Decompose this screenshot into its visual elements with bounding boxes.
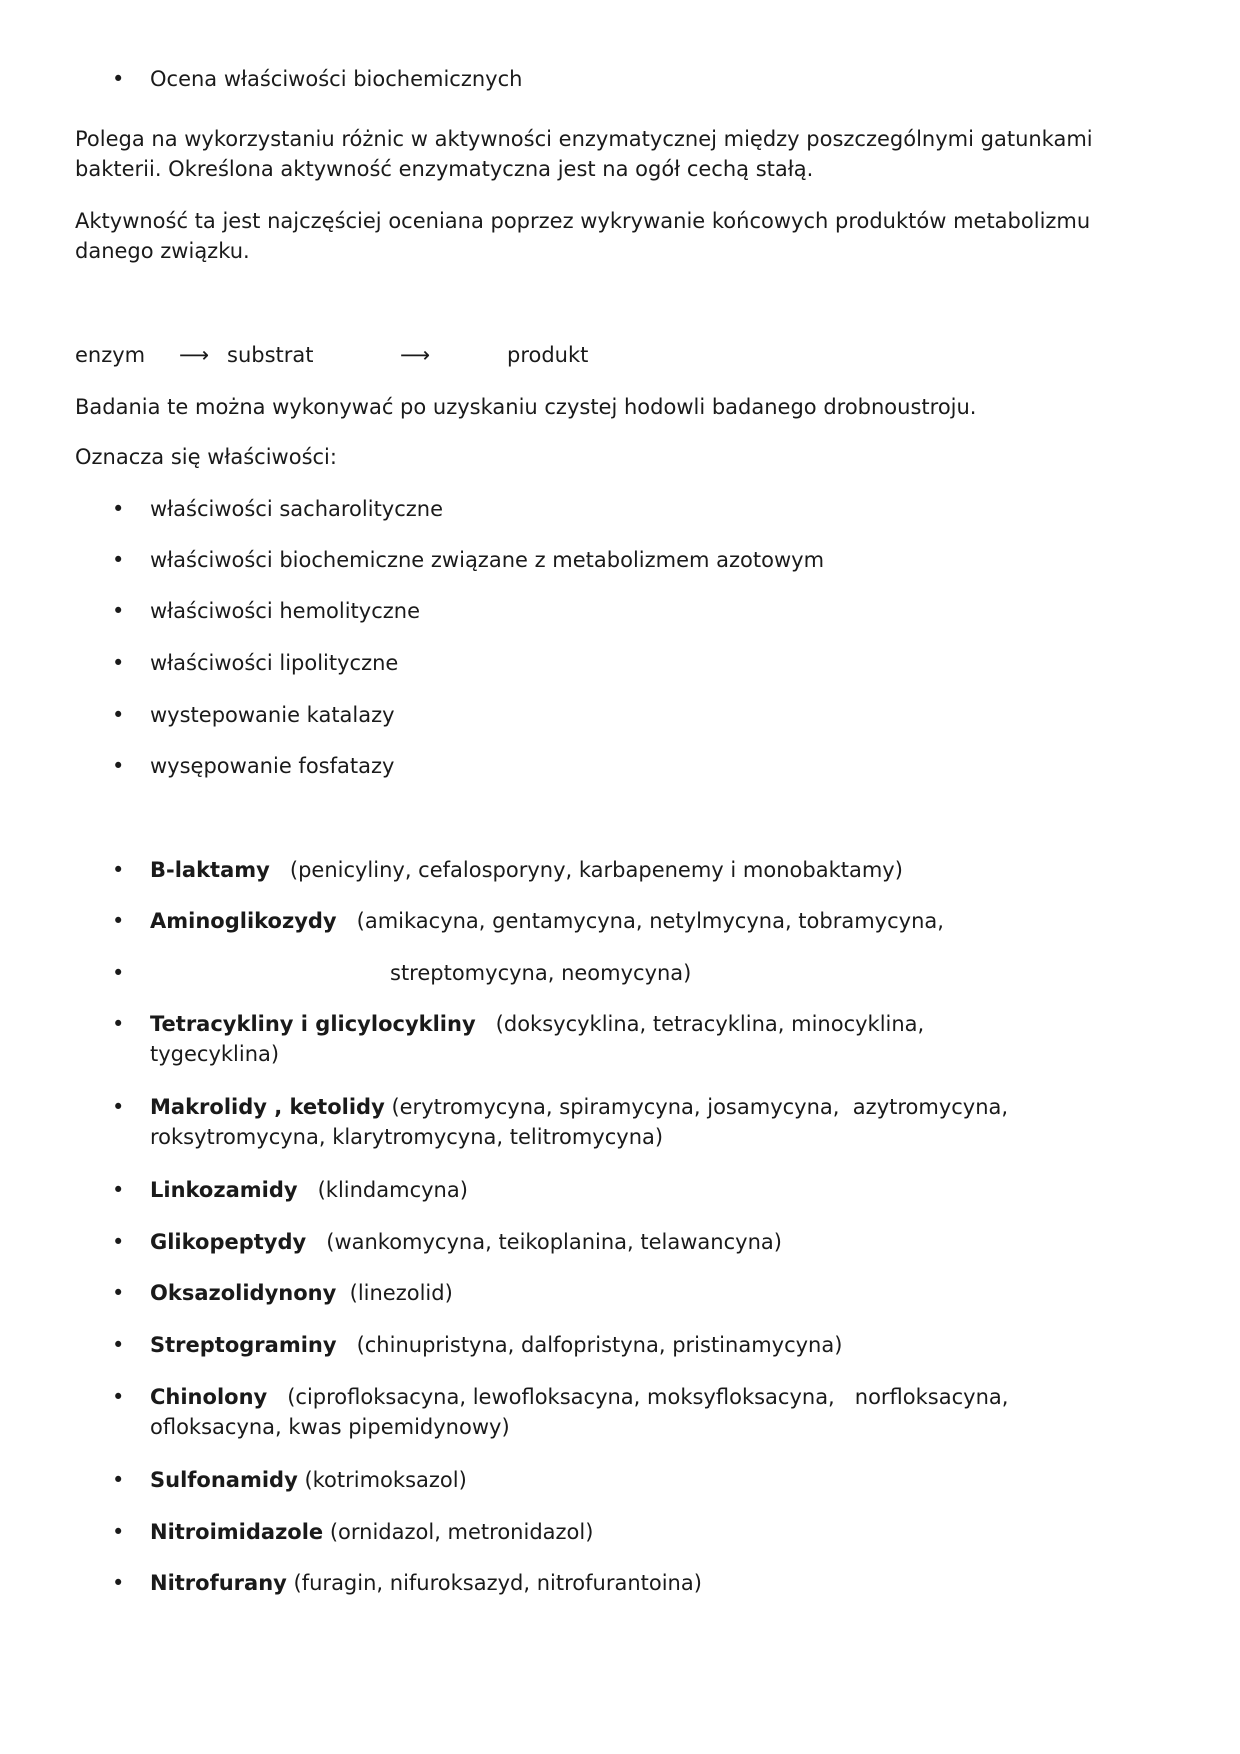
bullet-marker: • <box>112 754 125 778</box>
list-item-text <box>150 1465 1100 1495</box>
antibiotic-examples: (klindamcyna) <box>297 1178 468 1202</box>
antibiotic-class-name: Sulfonamidy <box>150 1468 298 1492</box>
list-item-text: właściwości hemolityczne <box>150 599 421 623</box>
bullet-marker: • <box>112 1520 125 1544</box>
antibiotic-examples: (wankomycyna, teikoplanina, telawancyna) <box>306 1230 782 1254</box>
list-item-text <box>150 1330 1100 1360</box>
enzyme-flow <box>75 340 1115 370</box>
bullet-marker: • <box>112 1230 125 1254</box>
paragraph-pure-culture: Badania te można wykonywać po uzyskaniu czystej hodowli badanego drobnoustroju. <box>75 395 977 419</box>
bullet-marker: • <box>112 909 125 933</box>
antibiotic-class-name: Tetracykliny i glicylocykliny <box>150 1012 476 1036</box>
bullet-marker: • <box>112 651 125 675</box>
list-item-text <box>150 906 1100 936</box>
bullet-marker: • <box>112 1468 125 1492</box>
bullet-marker: • <box>112 599 125 623</box>
bullet-marker: • <box>112 548 125 572</box>
list-item-text <box>150 1009 1010 1069</box>
list-item-text: wystepowanie katalazy <box>150 703 395 727</box>
flow-substrate: substrat <box>227 343 314 367</box>
flow-arrow: ⟶ <box>179 343 210 367</box>
flow-product: produkt <box>507 343 589 367</box>
list-item-text <box>150 1092 1100 1152</box>
antibiotic-examples: (doksycyklina, tetracyklina, minocyklina, tygecyklina) <box>150 1012 931 1066</box>
list-item-text <box>150 1568 1100 1598</box>
antibiotic-examples: (kotrimoksazol) <box>297 1468 467 1492</box>
bullet-marker: • <box>112 1571 125 1595</box>
antibiotic-examples: (chinupristyna, dalfopristyna, pristinamycyna) <box>336 1333 843 1357</box>
flow-enzyme: enzym <box>75 343 146 367</box>
bullet-marker: • <box>112 67 125 91</box>
antibiotic-class-name: Makrolidy , ketolidy <box>150 1095 385 1119</box>
bullet-marker: • <box>112 1385 125 1409</box>
antibiotic-class-name: Nitrofurany <box>150 1571 287 1595</box>
antibiotic-class-name: Glikopeptydy <box>150 1230 307 1254</box>
antibiotic-class-name: B-laktamy <box>150 858 270 882</box>
antibiotic-examples: (erytromycyna, spiramycyna, josamycyna, azytromycyna, roksytromycyna, klarytromycyna, telitromycyna) <box>150 1095 1015 1149</box>
bullet-marker: • <box>112 497 125 521</box>
antibiotic-examples: (furagin, nifuroksazyd, nitrofurantoina) <box>286 1571 702 1595</box>
antibiotic-examples: streptomycyna, neomycyna) <box>390 961 692 985</box>
antibiotic-examples: (ornidazol, metronidazol) <box>323 1520 594 1544</box>
list-item-text <box>150 1517 1100 1547</box>
list-item-text <box>150 855 1100 885</box>
list-item-text <box>150 1278 1100 1308</box>
list-item-text: właściwości sacharolityczne <box>150 497 444 521</box>
antibiotic-class-name: Streptograminy <box>150 1333 337 1357</box>
bullet-marker: • <box>112 1178 125 1202</box>
bullet-marker: • <box>112 858 125 882</box>
flow-arrow: ⟶ <box>400 343 431 367</box>
intro-bullet-text: Ocena właściwości biochemicznych <box>150 67 523 91</box>
list-item-text <box>150 1227 1100 1257</box>
paragraph-properties-intro: Oznacza się właściwości: <box>75 445 337 469</box>
bullet-marker: • <box>112 1281 125 1305</box>
list-item-text: wysępowanie fosfatazy <box>150 754 395 778</box>
bullet-marker: • <box>112 703 125 727</box>
antibiotic-class-name: Oksazolidynony <box>150 1281 337 1305</box>
antibiotic-class-name: Nitroimidazole <box>150 1520 324 1544</box>
list-item-text <box>150 1382 1100 1442</box>
antibiotic-examples: (linezolid) <box>336 1281 453 1305</box>
antibiotic-examples: (penicyliny, cefalosporyny, karbapenemy i monobaktamy) <box>269 858 903 882</box>
bullet-marker: • <box>112 1333 125 1357</box>
paragraph-enzymatic-activity: Polega na wykorzystaniu różnic w aktywności enzymatycznej między poszczególnymi gatunkami bakterii. Określona aktywność enzymatyczna jest na ogół cechą stałą. <box>75 127 1093 181</box>
antibiotic-class-name: Chinolony <box>150 1385 268 1409</box>
antibiotic-class-name: Linkozamidy <box>150 1178 298 1202</box>
bullet-marker: • <box>112 1095 125 1119</box>
antibiotic-examples: (amikacyna, gentamycyna, netylmycyna, tobramycyna, <box>336 909 944 933</box>
paragraph-detection: Aktywność ta jest najczęściej oceniana poprzez wykrywanie końcowych produktów metabolizmu danego związku. <box>75 209 1091 263</box>
antibiotic-class-name: Aminoglikozydy <box>150 909 337 933</box>
antibiotic-examples: (ciprofloksacyna, lewofloksacyna, moksyfloksacyna, norfloksacyna, ofloksacyna, kwas pipemidynowy) <box>150 1385 1016 1439</box>
list-item-text: właściwości lipolityczne <box>150 651 399 675</box>
list-item-text: właściwości biochemiczne związane z metabolizmem azotowym <box>150 548 825 572</box>
bullet-marker: • <box>112 961 125 985</box>
list-item-text <box>150 1175 1100 1205</box>
bullet-marker: • <box>112 1012 125 1036</box>
list-item-text <box>390 958 1240 988</box>
